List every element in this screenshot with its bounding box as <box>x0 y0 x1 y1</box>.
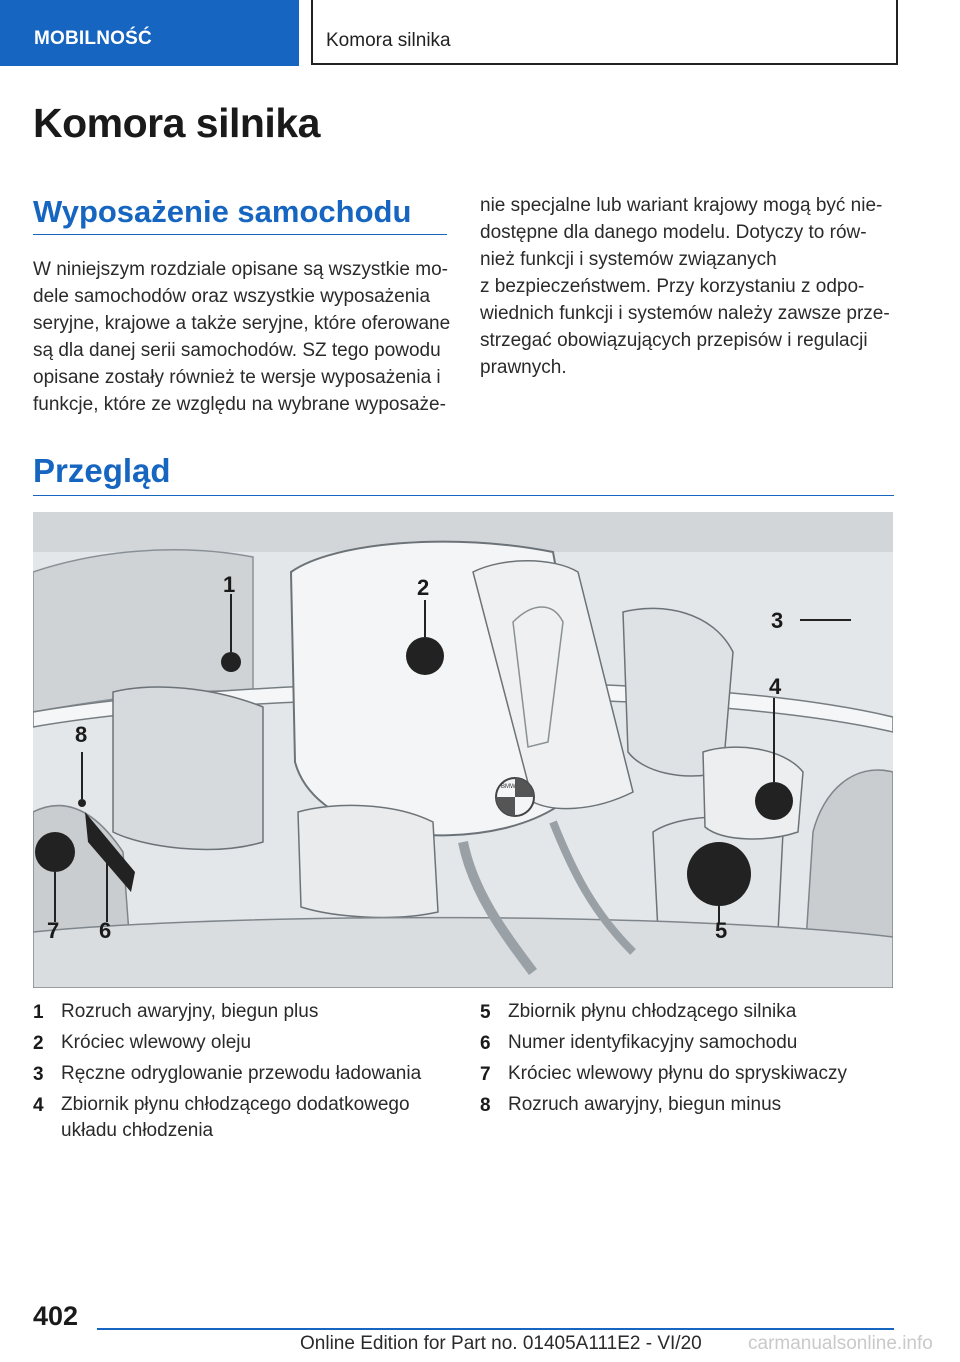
section-tab-label: MOBILNOŚĆ <box>34 28 152 49</box>
text-line: funkcje, które ze względu na wybrane wyposaże‐ <box>33 394 446 415</box>
legend-text: Rozruch awaryjny, biegun minus <box>508 1094 782 1115</box>
section-tab[interactable] <box>0 0 299 66</box>
callout-5: 5 <box>715 918 728 943</box>
legend-number: 5 <box>480 1002 491 1023</box>
legend-text: Króciec wlewowy płynu do spryskiwaczy <box>508 1063 847 1084</box>
legend-item <box>33 997 453 1028</box>
legend-item <box>480 997 894 1028</box>
watermark: carmanualsonline.info <box>748 1333 933 1354</box>
section-rule <box>33 495 894 496</box>
text-line: z bezpieczeństwem. Przy korzystaniu z odpo‐ <box>480 276 865 297</box>
legend-number: 3 <box>33 1064 44 1085</box>
legend-number: 2 <box>33 1033 44 1054</box>
chapter-label: Komora silnika <box>326 30 451 51</box>
text-line: dele samochodów oraz wszystkie wyposażenia <box>33 286 431 307</box>
section-rule <box>33 234 447 235</box>
legend-number: 4 <box>33 1095 44 1116</box>
text-line: strzegać obowiązujących przepisów i regulacji <box>480 330 868 351</box>
section-heading-overview: Przegląd <box>33 452 171 489</box>
callout-4: 4 <box>769 674 782 699</box>
legend-item <box>33 1028 453 1059</box>
callout-2: 2 <box>417 575 430 600</box>
legend-item <box>33 1090 453 1147</box>
footer-edition: Online Edition for Part no. 01405A111E2 - VI/20 <box>300 1333 702 1354</box>
section-heading-equipment: Wyposażenie samochodu <box>33 194 412 229</box>
text-line: są dla danej serii samochodów. SZ tego powodu <box>33 340 441 361</box>
callout-7: 7 <box>47 918 60 943</box>
legend-number: 1 <box>33 1002 44 1023</box>
text-line: nie specjalne lub wariant krajowy mogą być nie‐ <box>480 195 883 216</box>
legend-left <box>33 997 453 1147</box>
text-line: dostępne dla danego modelu. Dotyczy to rów‐ <box>480 222 867 243</box>
legend-number: 7 <box>480 1064 491 1085</box>
text-line: opisane zostały również te wersje wyposażenia i <box>33 367 441 388</box>
legend-text: Zbiornik płynu chłodzącego dodatkowego układu chłodzenia <box>61 1094 410 1141</box>
legend-item <box>33 1059 453 1090</box>
callout-6: 6 <box>99 918 112 943</box>
legend-item <box>480 1059 894 1090</box>
text-line: W niniejszym rozdziale opisane są wszystkie mo‐ <box>33 259 448 280</box>
legend-text: Zbiornik płynu chłodzącego silnika <box>508 1001 797 1022</box>
legend-text: Rozruch awaryjny, biegun plus <box>61 1001 319 1022</box>
callout-3: 3 <box>771 608 784 633</box>
page-number: 402 <box>33 1301 79 1331</box>
legend-text: Ręczne odryglowanie przewodu ładowania <box>61 1063 422 1084</box>
legend-text: Numer identyfikacyjny samochodu <box>508 1032 798 1053</box>
legend-text: Króciec wlewowy oleju <box>61 1032 252 1053</box>
page-title: Komora silnika <box>33 100 320 146</box>
callout-8: 8 <box>75 722 88 747</box>
bmw-emblem-text: BMW <box>501 784 516 790</box>
legend-number: 6 <box>480 1033 491 1054</box>
engine-bay-illustration <box>33 512 893 988</box>
paragraph-col1 <box>33 256 453 418</box>
text-line: wiednich funkcji i systemów należy zawsze prze‐ <box>480 303 890 324</box>
legend-item <box>480 1028 894 1059</box>
legend-number: 8 <box>480 1095 491 1116</box>
chapter-header <box>311 0 898 65</box>
engine-bay-drawing <box>33 512 893 988</box>
text-line: seryjne, krajowe a także seryjne, które oferowane <box>33 313 451 334</box>
text-line: nież funkcji i systemów związanych <box>480 249 777 270</box>
footer-rule <box>97 1328 894 1330</box>
legend-item <box>480 1090 894 1121</box>
callout-1: 1 <box>223 572 236 597</box>
text-line: prawnych. <box>480 357 567 378</box>
legend-right <box>480 997 894 1121</box>
paragraph-col2 <box>480 192 894 381</box>
